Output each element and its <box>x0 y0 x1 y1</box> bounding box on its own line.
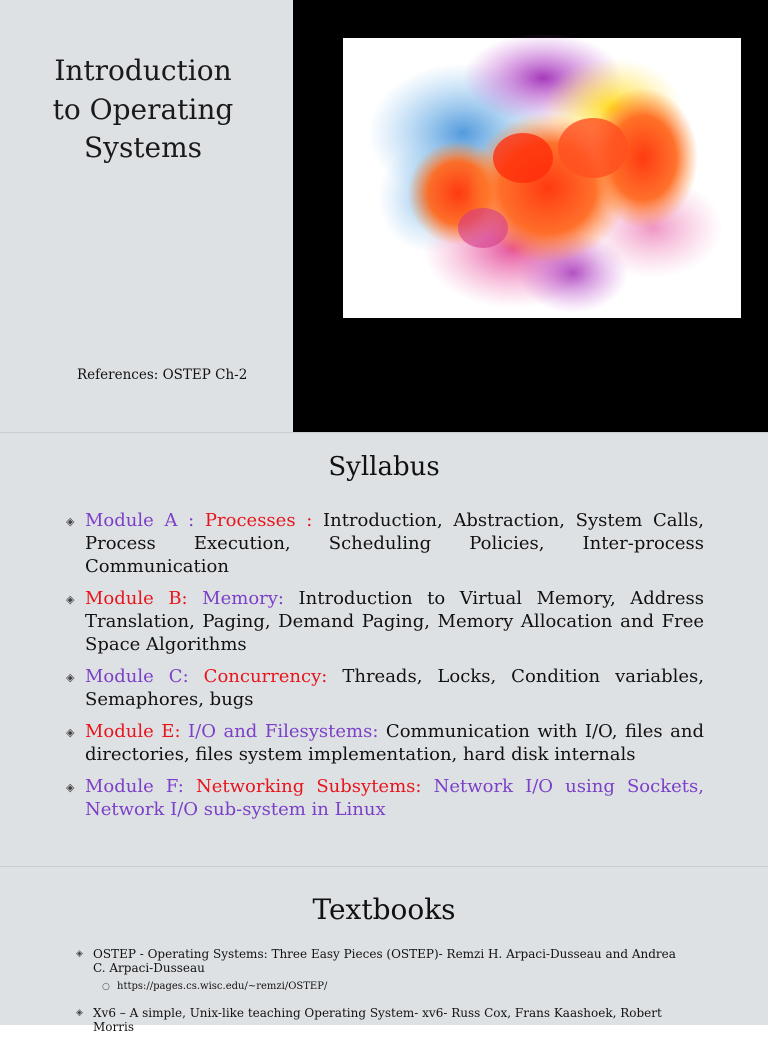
textbooks-slide <box>0 866 768 1034</box>
module-c-description: Threads, Locks, Condition variables, Semaphores, bugs <box>85 666 704 710</box>
module-f-description: Network I/O using Sockets, Network I/O sub-system in Linux <box>85 776 704 820</box>
ostep-link[interactable]: https://pages.cs.wisc.edu/~remzi/OSTEP/ <box>117 981 328 992</box>
module-a-item <box>62 509 704 578</box>
module-e-description: Communication with I/O, files and directories, files system implementation, hard disk internals <box>85 721 704 765</box>
module-f-topic: Networking Subsytems: <box>195 776 434 797</box>
title-panel <box>0 0 293 432</box>
syllabus-title: Syllabus <box>328 452 440 482</box>
diamond-bullet-icon: ◈ <box>66 671 75 684</box>
slide-title: Introduction to Operating Systems <box>52 54 234 164</box>
module-c-item <box>62 665 704 711</box>
syllabus-list <box>62 509 704 830</box>
module-e-topic: I/O and Filesystems: <box>188 721 386 742</box>
module-c-label: Module C: <box>85 666 204 687</box>
textbook-xv6 <box>72 1006 692 1034</box>
diamond-bullet-icon: ◈ <box>66 515 75 528</box>
textbook-ostep-text: OSTEP - Operating Systems: Three Easy Pieces (OSTEP)- Remzi H. Arpaci-Dusseau and Andrea C. Arpaci-Dusseau <box>93 947 676 975</box>
module-b-description: Introduction to Virtual Memory, Address Translation, Paging, Demand Paging, Memory Allocation and Free Space Algorithms <box>85 588 704 655</box>
textbook-ostep <box>72 947 692 975</box>
module-e-item <box>62 720 704 766</box>
textbook-xv6-text: Xv6 – A simple, Unix-like teaching Operating System- xv6- Russ Cox, Frans Kaashoek, Robert Morris <box>93 1006 662 1034</box>
diamond-bullet-icon: ◈ <box>66 726 75 739</box>
paint-explosion-image <box>343 38 741 318</box>
module-c-topic: Concurrency: <box>203 666 343 687</box>
diamond-bullet-icon: ◈ <box>76 949 83 959</box>
syllabus-slide <box>0 432 768 867</box>
diamond-bullet-icon: ◈ <box>76 1008 83 1018</box>
module-a-description: Introduction, Abstraction, System Calls, Process Execution, Scheduling Policies, Inter-process Communication <box>85 510 704 577</box>
textbooks-title: Textbooks <box>312 893 456 926</box>
module-f-label: Module F: <box>85 776 196 797</box>
module-e-label: Module E: <box>85 721 189 742</box>
module-b-label: Module B: <box>85 588 203 609</box>
module-b-topic: Memory: <box>202 588 299 609</box>
textbook-list <box>72 947 692 1040</box>
title-slide <box>0 0 768 432</box>
module-b-item <box>62 587 704 656</box>
circle-bullet-icon: ○ <box>102 982 110 992</box>
diamond-bullet-icon: ◈ <box>66 593 75 606</box>
module-a-label: Module A : <box>85 510 205 531</box>
diamond-bullet-icon: ◈ <box>66 781 75 794</box>
module-a-topic: Processes : <box>204 510 323 531</box>
module-f-item <box>62 775 704 821</box>
textbook-ostep-link-item <box>72 980 692 994</box>
references-text: References: OSTEP Ch-2 <box>77 367 248 383</box>
